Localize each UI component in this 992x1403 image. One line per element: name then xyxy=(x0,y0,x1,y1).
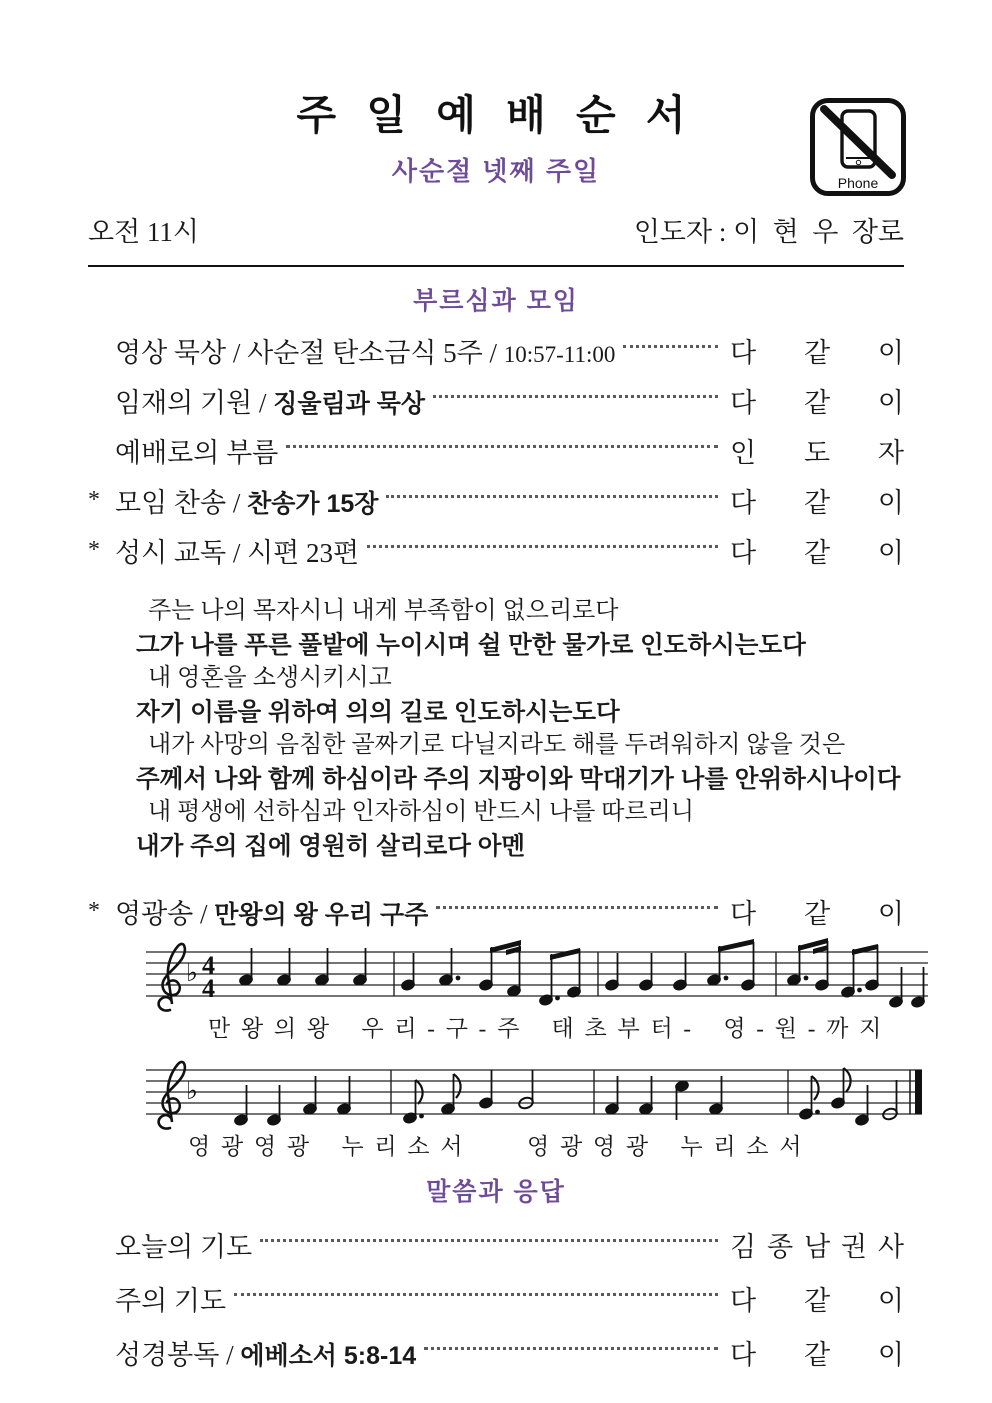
item-performer: 다 같 이 xyxy=(730,538,904,568)
dotted-leader xyxy=(367,545,718,548)
psalm-line: 내 평생에 선하심과 인자하심이 반드시 나를 따르리니 xyxy=(148,799,695,825)
flat-sign: ♭ xyxy=(186,958,198,987)
item-label: 성시 교독 / 시편 23편 xyxy=(115,538,360,568)
item-performer: 다 같 이 xyxy=(730,388,904,418)
item-performer: 김 종 남 권 사 xyxy=(730,1232,904,1262)
time-signature-top: 4 xyxy=(202,951,215,980)
psalm-line: 내가 주의 집에 영원히 살리로다 아멘 xyxy=(136,832,526,860)
dotted-leader xyxy=(424,1347,718,1350)
dotted-leader xyxy=(623,345,718,348)
measure-1-notes xyxy=(233,1076,351,1127)
treble-clef-icon xyxy=(159,944,185,1011)
time-signature-bottom: 4 xyxy=(202,974,215,1003)
item-star: * xyxy=(88,537,100,563)
dotted-leader xyxy=(436,906,718,909)
lyrics-line-1: 만 왕 의 왕 우 리 - 구 - 주 태 초 부 터 - 영 - 원 - 까 지 xyxy=(208,1016,882,1041)
item-label: 성경봉독 / 에베소서 5:8-14 xyxy=(115,1340,417,1370)
dotted-leader xyxy=(260,1239,718,1242)
psalm-line: 그가 나를 푸른 풀밭에 누이시며 쉴 만한 물가로 인도하시는도다 xyxy=(136,631,806,659)
lyrics-line-2: 영 광 영 광 누 리 소 서 영 광 영 광 누 리 소 서 xyxy=(188,1134,802,1159)
no-phone-badge xyxy=(810,98,906,196)
dotted-leader xyxy=(433,395,718,398)
order-item xyxy=(88,334,904,367)
music-staff-2 xyxy=(146,1052,930,1136)
item-label: 주의 기도 xyxy=(115,1286,227,1316)
section-heading-word-response: 말씀과 응답 xyxy=(426,1178,566,1206)
measure-1-notes xyxy=(238,948,367,987)
responsive-reading-psalm23 xyxy=(88,595,904,863)
order-item xyxy=(88,1336,904,1369)
order-item xyxy=(88,384,904,417)
dotted-leader xyxy=(386,495,718,498)
item-performer: 인 도 자 xyxy=(730,438,904,468)
item-performer: 다 같 이 xyxy=(730,488,904,518)
final-barline-thick xyxy=(915,1070,922,1114)
measure-2-notes xyxy=(402,1070,534,1125)
flat-sign: ♭ xyxy=(186,1076,198,1105)
measure-4-notes xyxy=(798,1068,898,1127)
item-star: * xyxy=(88,487,100,513)
measure-3-notes xyxy=(604,939,755,992)
item-star: * xyxy=(88,898,100,924)
item-label: 임재의 기원 / 징울림과 묵상 xyxy=(115,388,426,418)
item-performer: 다 같 이 xyxy=(730,1286,904,1316)
order-item xyxy=(88,484,904,517)
item-performer: 다 같 이 xyxy=(730,338,904,368)
treble-clef-icon xyxy=(159,1062,185,1129)
psalm-line: 내가 사망의 음침한 골짜기로 다닐지라도 해를 두려워하지 않을 것은 xyxy=(148,732,846,758)
section-heading-calling: 부르심과 모임 xyxy=(413,287,579,315)
page-subtitle: 사순절 넷째 주일 xyxy=(391,156,601,186)
music-staff-1 xyxy=(146,934,930,1018)
item-performer: 다 같 이 xyxy=(730,1340,904,1370)
psalm-line: 주께서 나와 함께 하심이라 주의 지팡이와 막대기가 나를 안위하시나이다 xyxy=(136,765,901,793)
service-leader: 인도자 : 이 현 우 장로 xyxy=(633,217,904,247)
item-label: 영광송 / 만왕의 왕 우리 구주 xyxy=(115,899,429,929)
header-divider xyxy=(88,265,904,267)
order-item xyxy=(88,1228,904,1261)
item-label: 영상 묵상 / 사순절 탄소금식 5주 / 10:57-11:00 xyxy=(115,338,616,368)
item-label: 오늘의 기도 xyxy=(115,1232,253,1262)
gloria-music-notation xyxy=(146,934,930,1162)
dotted-leader xyxy=(234,1293,718,1296)
order-item xyxy=(88,895,904,928)
item-performer: 다 같 이 xyxy=(730,899,904,929)
measure-4-notes xyxy=(786,938,925,1009)
psalm-line: 내 영혼을 소생시키시고 xyxy=(148,665,392,691)
order-item xyxy=(88,434,904,467)
phone-off-icon xyxy=(816,105,900,179)
order-item xyxy=(88,534,904,567)
phone-badge-label: Phone xyxy=(837,175,879,191)
dotted-leader xyxy=(286,445,718,448)
item-label: 예배로의 부름 xyxy=(115,438,279,468)
psalm-line: 자기 이름을 위하여 의의 길로 인도하시는도다 xyxy=(136,698,620,726)
psalm-line: 주는 나의 목자시니 내게 부족함이 없으리로다 xyxy=(148,598,619,624)
item-label: 모임 찬송 / 찬송가 15장 xyxy=(115,488,379,518)
order-item xyxy=(88,1282,904,1315)
service-time: 오전 11시 xyxy=(88,217,199,247)
page-title: 주 일 예 배 순 서 xyxy=(296,92,696,138)
